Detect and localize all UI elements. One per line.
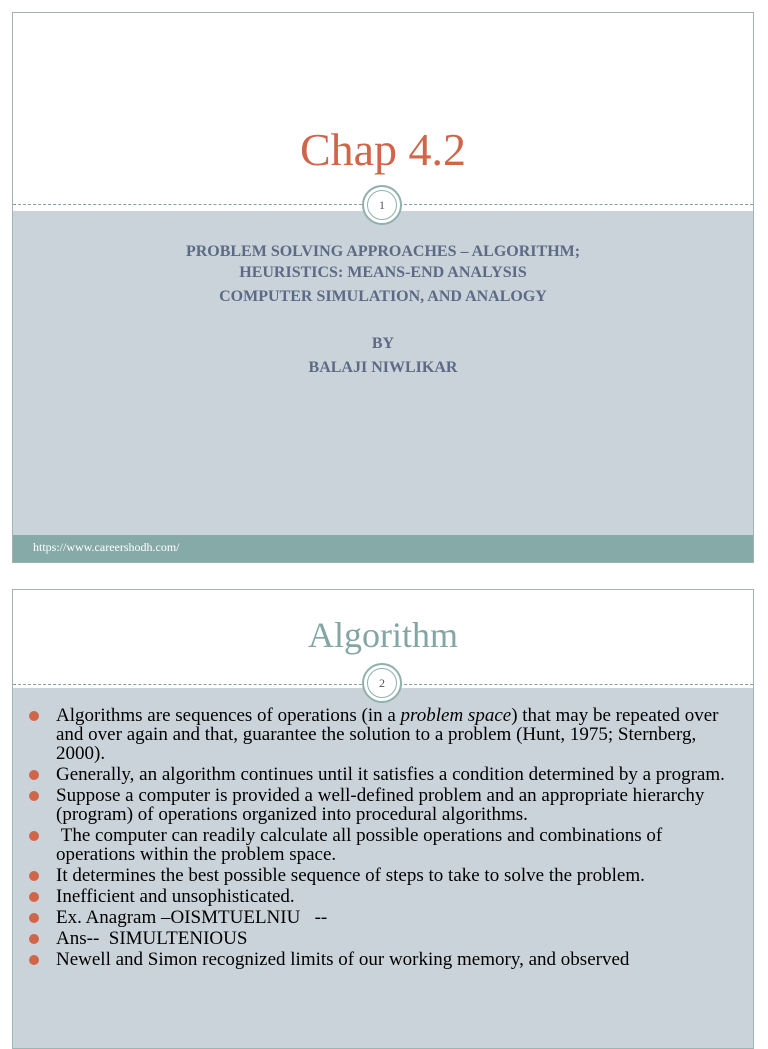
bullet-item: Algorithms are sequences of operations (in a problem space) that may be repeated over and over again and that, guarantee the solution to a problem (Hunt, 1975; Sternberg, 2000). [13,706,753,763]
subtitle-block [13,241,753,378]
slide-2 [12,589,754,1049]
slide-1-body [13,211,753,537]
bullet-dot-icon [29,770,39,780]
bullet-item: Ans-- SIMULTENIOUS [13,929,753,948]
subtitle-line-1: PROBLEM SOLVING APPROACHES – ALGORITHM; [185,243,581,260]
bullet-dot-icon [29,955,39,965]
bullet-dot-icon [29,831,39,841]
slide-number: 2 [367,668,397,698]
bullet-dot-icon [29,791,39,801]
bullet-dot-icon [29,711,39,721]
slide-2-title: Algorithm [308,615,458,655]
slide-number-badge [362,185,402,225]
footer-url[interactable]: https://www.careershodh.com/ [33,540,180,554]
bullet-item: Suppose a computer is provided a well-defined problem and an appropriate hierarchy (program) of operations organized into procedural algorithms. [13,786,753,824]
bullet-item: It determines the best possible sequence of steps to take to solve the problem. [13,866,753,885]
author-name: BALAJI NIWLIKAR [308,359,458,376]
footer-bar [13,535,753,562]
bullet-dot-icon [29,892,39,902]
slide-number-badge [362,663,402,703]
bullet-item: Inefficient and unsophisticated. [13,887,753,906]
subtitle-line-2: HEURISTICS: MEANS-END ANALYSIS [239,264,527,281]
slide-number: 1 [367,190,397,220]
bullet-item: Ex. Anagram –OISMTUELNIU -- [13,908,753,927]
slide-1-title-area [13,13,753,211]
slide-1 [12,12,754,563]
bullet-dot-icon [29,934,39,944]
subtitle-line-3: COMPUTER SIMULATION, AND ANALOGY [219,288,547,305]
bullet-dot-icon [29,913,39,923]
bullet-item: Newell and Simon recognized limits of our working memory, and observed [13,950,753,969]
slide-1-title: Chap 4.2 [299,124,467,175]
bullet-dot-icon [29,871,39,881]
bullet-list [13,706,753,971]
bullet-item: The computer can readily calculate all possible operations and combinations of operations within the problem space. [13,826,753,864]
bullet-item: Generally, an algorithm continues until it satisfies a condition determined by a program. [13,765,753,784]
by-label: BY [371,335,395,352]
